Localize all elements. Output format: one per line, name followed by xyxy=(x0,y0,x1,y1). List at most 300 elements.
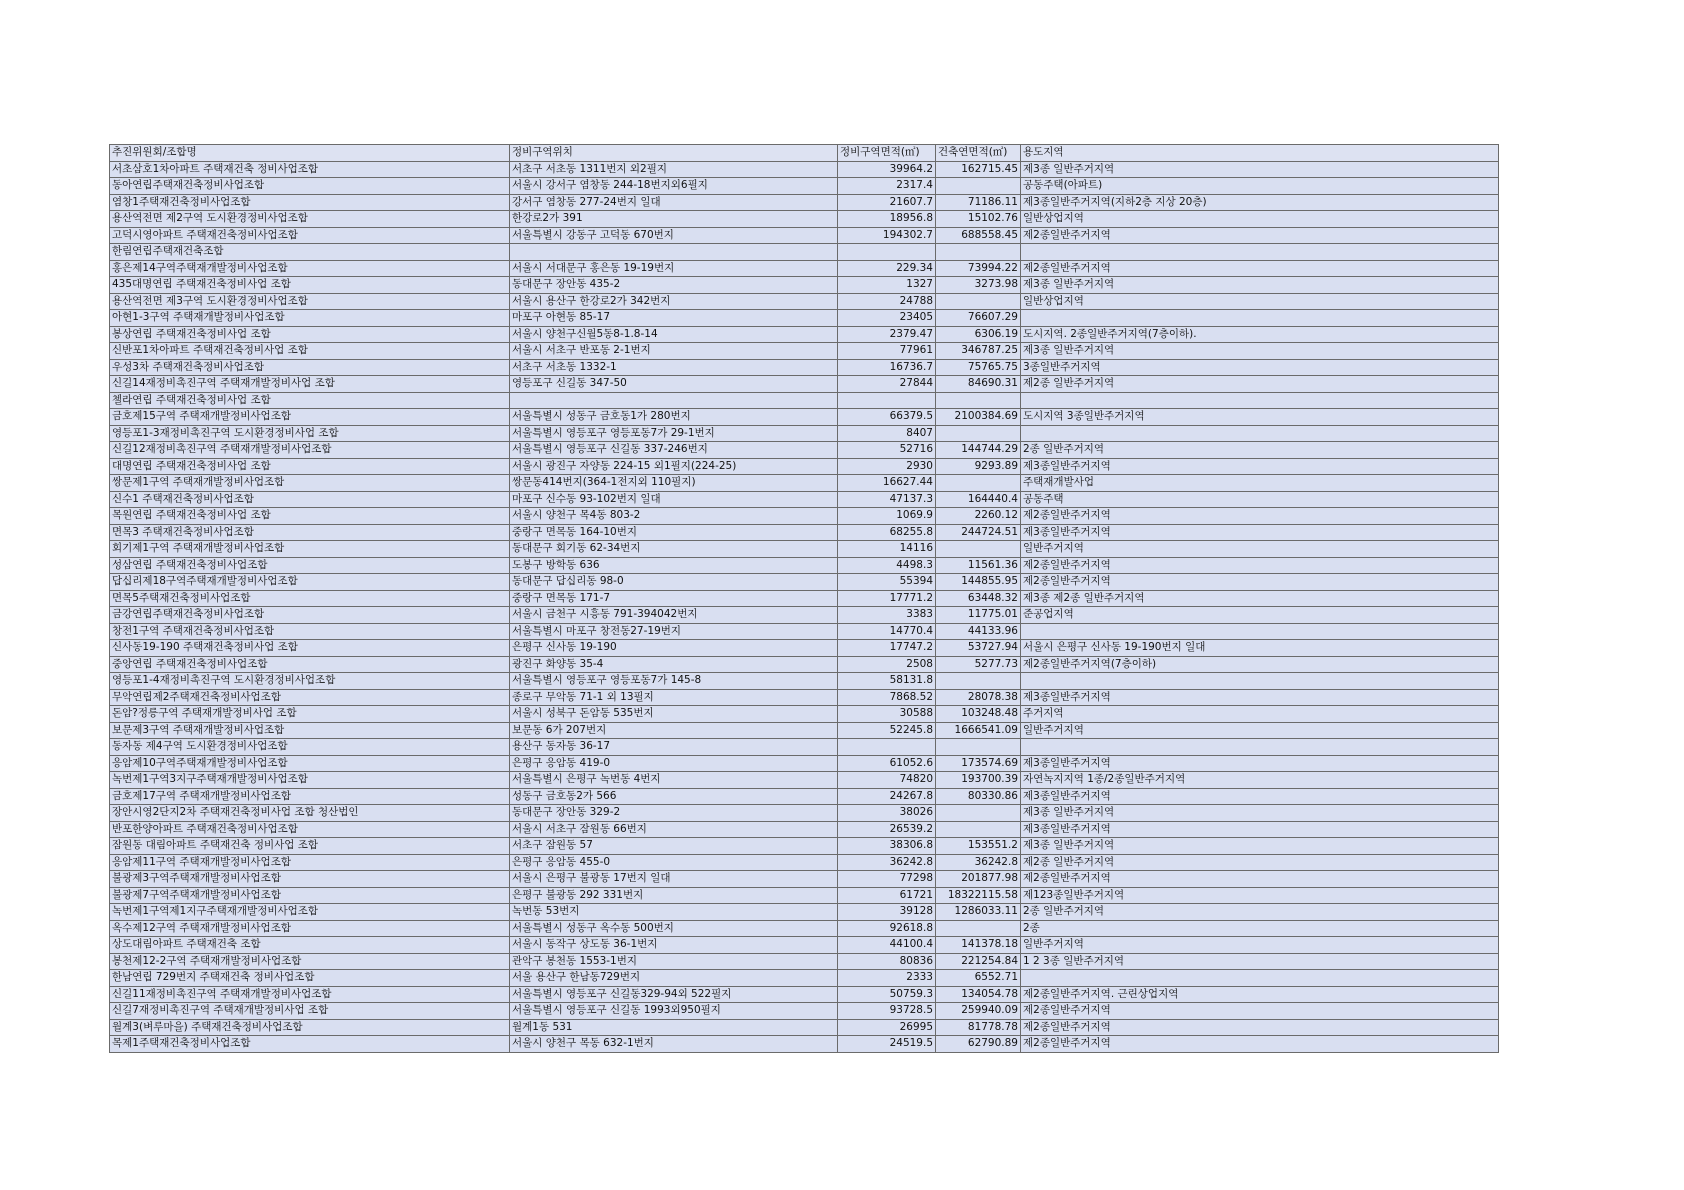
cell-location[interactable]: 서울시 양천구 목4동 803-2 xyxy=(510,508,838,525)
cell-location[interactable]: 서울시 양천구신월5동8-1.8-14 xyxy=(510,326,838,343)
cell-location[interactable]: 중랑구 면목동 164-10번지 xyxy=(510,524,838,541)
cell-zone-area[interactable]: 80836 xyxy=(838,953,936,970)
cell-land-use[interactable]: 자연녹지지역 1종/2종일반주거지역 xyxy=(1021,772,1499,789)
cell-location[interactable]: 관악구 봉천동 1553-1번지 xyxy=(510,953,838,970)
cell-floor-area[interactable]: 201877.98 xyxy=(936,871,1021,888)
cell-association-name[interactable]: 신사동19-190 주택재건축정비사업 조합 xyxy=(110,640,510,657)
cell-association-name[interactable]: 답십리제18구역주택재개발정비사업조합 xyxy=(110,574,510,591)
cell-land-use[interactable]: 제2종일반주거지역 xyxy=(1021,1019,1499,1036)
cell-association-name[interactable]: 신길7재정비촉진구역 주택재개발정비사업 조합 xyxy=(110,1003,510,1020)
cell-association-name[interactable]: 아현1-3구역 주택재개발정비사업조합 xyxy=(110,310,510,327)
cell-location[interactable]: 성동구 금호동2가 566 xyxy=(510,788,838,805)
table-row xyxy=(110,739,1499,756)
cell-floor-area[interactable]: 6552.71 xyxy=(936,970,1021,987)
cell-land-use[interactable]: 일반주거지역 xyxy=(1021,722,1499,739)
redevelopment-association-table xyxy=(109,144,1499,1053)
cell-location[interactable]: 서울시 동작구 상도동 36-1번지 xyxy=(510,937,838,954)
cell-association-name[interactable]: 신반포1차아파트 주택재건축정비사업 조합 xyxy=(110,343,510,360)
cell-land-use[interactable]: 제2종일반주거지역 xyxy=(1021,1036,1499,1053)
cell-association-name[interactable]: 신길12재정비촉진구역 주택재개발정비사업조합 xyxy=(110,442,510,459)
cell-land-use[interactable] xyxy=(1021,392,1499,409)
cell-zone-area[interactable]: 55394 xyxy=(838,574,936,591)
table-row xyxy=(110,508,1499,525)
table-row xyxy=(110,805,1499,822)
cell-association-name[interactable]: 녹번제1구역제1지구주택재개발정비사업조합 xyxy=(110,904,510,921)
cell-zone-area[interactable]: 38026 xyxy=(838,805,936,822)
cell-zone-area[interactable]: 61052.6 xyxy=(838,755,936,772)
cell-land-use[interactable]: 준공업지역 xyxy=(1021,607,1499,624)
cell-location[interactable]: 마포구 아현동 85-17 xyxy=(510,310,838,327)
cell-location[interactable]: 마포구 신수동 93-102번지 일대 xyxy=(510,491,838,508)
cell-zone-area[interactable]: 74820 xyxy=(838,772,936,789)
cell-floor-area[interactable]: 3273.98 xyxy=(936,277,1021,294)
cell-land-use[interactable]: 제2종 일반주거지역 xyxy=(1021,376,1499,393)
cell-floor-area[interactable]: 103248.48 xyxy=(936,706,1021,723)
cell-location[interactable]: 서울시 용산구 한강로2가 342번지 xyxy=(510,293,838,310)
table-row xyxy=(110,821,1499,838)
cell-land-use[interactable]: 2종 일반주거지역 xyxy=(1021,442,1499,459)
cell-floor-area[interactable]: 141378.18 xyxy=(936,937,1021,954)
cell-zone-area[interactable]: 50759.3 xyxy=(838,986,936,1003)
cell-floor-area[interactable]: 173574.69 xyxy=(936,755,1021,772)
table-row xyxy=(110,557,1499,574)
cell-floor-area[interactable] xyxy=(936,244,1021,261)
cell-zone-area[interactable]: 26995 xyxy=(838,1019,936,1036)
cell-floor-area[interactable]: 18322115.58 xyxy=(936,887,1021,904)
cell-floor-area[interactable]: 11561.36 xyxy=(936,557,1021,574)
cell-zone-area[interactable]: 2333 xyxy=(838,970,936,987)
cell-association-name[interactable]: 보문제3구역 주택재개발정비사업조합 xyxy=(110,722,510,739)
cell-land-use[interactable]: 제2종일반주거지역 xyxy=(1021,871,1499,888)
cell-zone-area[interactable]: 14770.4 xyxy=(838,623,936,640)
cell-association-name[interactable]: 용산역전면 제2구역 도시환경정비사업조합 xyxy=(110,211,510,228)
cell-floor-area[interactable] xyxy=(936,541,1021,558)
cell-land-use[interactable]: 제3종일반주거지역(지하2층 지상 20층) xyxy=(1021,194,1499,211)
cell-association-name[interactable]: 응암제11구역 주택재개발정비사업조합 xyxy=(110,854,510,871)
cell-zone-area[interactable]: 4498.3 xyxy=(838,557,936,574)
cell-zone-area[interactable]: 16736.7 xyxy=(838,359,936,376)
cell-zone-area[interactable]: 39128 xyxy=(838,904,936,921)
cell-association-name[interactable]: 한림연립주택재건축조합 xyxy=(110,244,510,261)
cell-floor-area[interactable]: 81778.78 xyxy=(936,1019,1021,1036)
cell-floor-area[interactable]: 53727.94 xyxy=(936,640,1021,657)
cell-association-name[interactable]: 반포한양아파트 주택재건축정비사업조합 xyxy=(110,821,510,838)
cell-association-name[interactable]: 435대명연립 주택재건축정비사업 조합 xyxy=(110,277,510,294)
cell-land-use[interactable]: 제3종 일반주거지역 xyxy=(1021,838,1499,855)
table-row xyxy=(110,574,1499,591)
cell-location[interactable] xyxy=(510,392,838,409)
cell-location[interactable]: 서울특별시 영등포구 신길동 337-246번지 xyxy=(510,442,838,459)
cell-floor-area[interactable] xyxy=(936,821,1021,838)
cell-floor-area[interactable] xyxy=(936,178,1021,195)
cell-location[interactable]: 용산구 동자동 36-17 xyxy=(510,739,838,756)
cell-floor-area[interactable]: 221254.84 xyxy=(936,953,1021,970)
cell-floor-area[interactable]: 134054.78 xyxy=(936,986,1021,1003)
cell-land-use[interactable]: 제2종일반주거지역 xyxy=(1021,574,1499,591)
cell-floor-area[interactable]: 2100384.69 xyxy=(936,409,1021,426)
cell-location[interactable]: 서초구 서초동 1311번지 외2필지 xyxy=(510,161,838,178)
cell-land-use[interactable]: 도시지역. 2종일반주거지역(7층이하). xyxy=(1021,326,1499,343)
cell-zone-area[interactable]: 194302.7 xyxy=(838,227,936,244)
cell-association-name[interactable]: 무악연립제2주택재건축정비사업조합 xyxy=(110,689,510,706)
cell-floor-area[interactable] xyxy=(936,739,1021,756)
cell-association-name[interactable]: 면목3 주택재건축정비사업조합 xyxy=(110,524,510,541)
cell-land-use[interactable]: 제2종일반주거지역 xyxy=(1021,1003,1499,1020)
cell-zone-area[interactable]: 38306.8 xyxy=(838,838,936,855)
table-row xyxy=(110,425,1499,442)
table-row xyxy=(110,755,1499,772)
cell-zone-area[interactable]: 93728.5 xyxy=(838,1003,936,1020)
cell-association-name[interactable]: 한남연립 729번지 주택재건축 정비사업조합 xyxy=(110,970,510,987)
cell-location[interactable]: 녹번동 53번지 xyxy=(510,904,838,921)
cell-location[interactable] xyxy=(510,244,838,261)
cell-location[interactable]: 보문동 6가 207번지 xyxy=(510,722,838,739)
cell-land-use[interactable]: 일반주거지역 xyxy=(1021,937,1499,954)
table-row xyxy=(110,590,1499,607)
cell-zone-area[interactable]: 24267.8 xyxy=(838,788,936,805)
cell-location[interactable]: 동대문구 장안동 435-2 xyxy=(510,277,838,294)
cell-floor-area[interactable]: 144855.95 xyxy=(936,574,1021,591)
cell-floor-area[interactable]: 1666541.09 xyxy=(936,722,1021,739)
cell-association-name[interactable]: 금강연립주택재건축정비사업조합 xyxy=(110,607,510,624)
cell-association-name[interactable]: 서초삼호1차아파트 주택재건축 정비사업조합 xyxy=(110,161,510,178)
cell-zone-area[interactable] xyxy=(838,244,936,261)
cell-floor-area[interactable] xyxy=(936,475,1021,492)
cell-floor-area[interactable]: 5277.73 xyxy=(936,656,1021,673)
cell-location[interactable]: 서울시 서대문구 홍은동 19-19번지 xyxy=(510,260,838,277)
cell-land-use[interactable]: 제123종일반주거지역 xyxy=(1021,887,1499,904)
cell-floor-area[interactable] xyxy=(936,293,1021,310)
cell-land-use[interactable] xyxy=(1021,623,1499,640)
cell-zone-area[interactable]: 44100.4 xyxy=(838,937,936,954)
cell-floor-area[interactable]: 164440.4 xyxy=(936,491,1021,508)
cell-land-use[interactable]: 제3종일반주거지역 xyxy=(1021,788,1499,805)
table-row xyxy=(110,161,1499,178)
cell-land-use[interactable]: 제3종일반주거지역 xyxy=(1021,755,1499,772)
table-row xyxy=(110,277,1499,294)
cell-land-use[interactable] xyxy=(1021,425,1499,442)
cell-floor-area[interactable]: 193700.39 xyxy=(936,772,1021,789)
cell-zone-area[interactable]: 36242.8 xyxy=(838,854,936,871)
cell-land-use[interactable]: 제3종 일반주거지역 xyxy=(1021,343,1499,360)
cell-association-name[interactable]: 홍은제14구역주택재개발정비사업조합 xyxy=(110,260,510,277)
cell-zone-area[interactable]: 2379.47 xyxy=(838,326,936,343)
cell-association-name[interactable]: 염창1주택재건축정비사업조합 xyxy=(110,194,510,211)
cell-zone-area[interactable]: 58131.8 xyxy=(838,673,936,690)
cell-zone-area[interactable]: 17747.2 xyxy=(838,640,936,657)
cell-floor-area[interactable]: 15102.76 xyxy=(936,211,1021,228)
cell-zone-area[interactable]: 229.34 xyxy=(838,260,936,277)
cell-association-name[interactable]: 봉상연립 주택재건축정비사업 조합 xyxy=(110,326,510,343)
cell-floor-area[interactable] xyxy=(936,920,1021,937)
cell-floor-area[interactable]: 84690.31 xyxy=(936,376,1021,393)
cell-association-name[interactable]: 영등포1-3재정비촉진구역 도시환경정비사업 조합 xyxy=(110,425,510,442)
cell-location[interactable]: 서울시 광진구 자양동 224-15 외1필지(224-25) xyxy=(510,458,838,475)
cell-location[interactable]: 서울특별시 영등포구 영등포동7가 29-1번지 xyxy=(510,425,838,442)
table-row xyxy=(110,409,1499,426)
cell-location[interactable]: 서울특별시 은평구 녹번동 4번지 xyxy=(510,772,838,789)
cell-zone-area[interactable]: 77961 xyxy=(838,343,936,360)
cell-land-use[interactable]: 제3종 일반주거지역 xyxy=(1021,277,1499,294)
cell-association-name[interactable]: 금호제17구역 주택재개발정비사업조합 xyxy=(110,788,510,805)
cell-land-use[interactable]: 제2종 일반주거지역 xyxy=(1021,854,1499,871)
cell-land-use[interactable]: 2종 xyxy=(1021,920,1499,937)
cell-association-name[interactable]: 잠원동 대림아파트 주택재건축 정비사업 조합 xyxy=(110,838,510,855)
cell-zone-area[interactable]: 52716 xyxy=(838,442,936,459)
cell-location[interactable]: 중랑구 면목동 171-7 xyxy=(510,590,838,607)
cell-land-use[interactable]: 제3종 일반주거지역 xyxy=(1021,805,1499,822)
cell-zone-area[interactable]: 17771.2 xyxy=(838,590,936,607)
cell-zone-area[interactable]: 66379.5 xyxy=(838,409,936,426)
cell-association-name[interactable]: 신수1 주택재건축정비사업조합 xyxy=(110,491,510,508)
cell-land-use[interactable]: 제2종일반주거지역 xyxy=(1021,227,1499,244)
cell-land-use[interactable]: 서울시 은평구 신사동 19-190번지 일대 xyxy=(1021,640,1499,657)
cell-zone-area[interactable]: 7868.52 xyxy=(838,689,936,706)
cell-floor-area[interactable]: 9293.89 xyxy=(936,458,1021,475)
cell-zone-area[interactable]: 3383 xyxy=(838,607,936,624)
cell-location[interactable]: 서울시 양천구 목동 632-1번지 xyxy=(510,1036,838,1053)
cell-association-name[interactable]: 신길11재정비촉진구역 주택재개발정비사업조합 xyxy=(110,986,510,1003)
cell-association-name[interactable]: 월계3(벼루마을) 주택재건축정비사업조합 xyxy=(110,1019,510,1036)
cell-association-name[interactable]: 신길14재정비촉진구역 주택재개발정비사업 조합 xyxy=(110,376,510,393)
cell-land-use[interactable]: 공동주택(아파트) xyxy=(1021,178,1499,195)
cell-association-name[interactable]: 대명연립 주택재건축정비사업 조합 xyxy=(110,458,510,475)
cell-zone-area[interactable]: 77298 xyxy=(838,871,936,888)
cell-floor-area[interactable] xyxy=(936,673,1021,690)
cell-floor-area[interactable]: 688558.45 xyxy=(936,227,1021,244)
cell-floor-area[interactable]: 76607.29 xyxy=(936,310,1021,327)
cell-association-name[interactable]: 불광제3구역주택재개발정비사업조합 xyxy=(110,871,510,888)
table-row xyxy=(110,986,1499,1003)
cell-zone-area[interactable]: 8407 xyxy=(838,425,936,442)
cell-floor-area[interactable] xyxy=(936,392,1021,409)
cell-association-name[interactable]: 창전1구역 주택재건축정비사업조합 xyxy=(110,623,510,640)
cell-floor-area[interactable]: 11775.01 xyxy=(936,607,1021,624)
cell-floor-area[interactable]: 144744.29 xyxy=(936,442,1021,459)
cell-floor-area[interactable]: 153551.2 xyxy=(936,838,1021,855)
cell-zone-area[interactable]: 30588 xyxy=(838,706,936,723)
cell-location[interactable]: 동대문구 회기동 62-34번지 xyxy=(510,541,838,558)
cell-location[interactable]: 서울 용산구 한남동729번지 xyxy=(510,970,838,987)
cell-land-use[interactable]: 제2종일반주거지역(7층이하) xyxy=(1021,656,1499,673)
cell-location[interactable]: 서초구 서초동 1332-1 xyxy=(510,359,838,376)
cell-association-name[interactable]: 고덕시영아파트 주택재건축정비사업조합 xyxy=(110,227,510,244)
cell-zone-area[interactable]: 68255.8 xyxy=(838,524,936,541)
cell-location[interactable]: 동대문구 답십리동 98-0 xyxy=(510,574,838,591)
cell-land-use[interactable]: 일반주거지역 xyxy=(1021,541,1499,558)
cell-location[interactable]: 서울특별시 영등포구 신길동 1993외950필지 xyxy=(510,1003,838,1020)
cell-association-name[interactable]: 첼라연립 주택재건축정비사업 조합 xyxy=(110,392,510,409)
cell-land-use[interactable] xyxy=(1021,673,1499,690)
cell-land-use[interactable]: 1 2 3종 일반주거지역 xyxy=(1021,953,1499,970)
table-row xyxy=(110,458,1499,475)
cell-association-name[interactable]: 돈암?정릉구역 주택재개발정비사업 조합 xyxy=(110,706,510,723)
cell-zone-area[interactable] xyxy=(838,739,936,756)
spreadsheet xyxy=(109,144,1498,1053)
cell-association-name[interactable]: 동자동 제4구역 도시환경정비사업조합 xyxy=(110,739,510,756)
cell-association-name[interactable]: 목제1주택재건축정비사업조합 xyxy=(110,1036,510,1053)
cell-land-use[interactable]: 주택재개발사업 xyxy=(1021,475,1499,492)
table-row xyxy=(110,838,1499,855)
table-row xyxy=(110,656,1499,673)
cell-floor-area[interactable]: 80330.86 xyxy=(936,788,1021,805)
cell-location[interactable]: 은평구 응암동 419-0 xyxy=(510,755,838,772)
cell-location[interactable]: 은평구 신사동 19-190 xyxy=(510,640,838,657)
cell-floor-area[interactable]: 62790.89 xyxy=(936,1036,1021,1053)
cell-association-name[interactable]: 목원연립 주택재건축정비사업 조합 xyxy=(110,508,510,525)
cell-floor-area[interactable] xyxy=(936,805,1021,822)
cell-association-name[interactable]: 동아연립주택재건축정비사업조합 xyxy=(110,178,510,195)
cell-land-use[interactable]: 주거지역 xyxy=(1021,706,1499,723)
cell-land-use[interactable]: 공동주택 xyxy=(1021,491,1499,508)
cell-location[interactable]: 쌍문동414번지(364-1전지외 110필지) xyxy=(510,475,838,492)
cell-association-name[interactable]: 금호제15구역 주택재개발정비사업조합 xyxy=(110,409,510,426)
cell-land-use[interactable]: 제3종 제2종 일반주거지역 xyxy=(1021,590,1499,607)
cell-floor-area[interactable]: 244724.51 xyxy=(936,524,1021,541)
cell-land-use[interactable]: 제2종일반주거지역 xyxy=(1021,260,1499,277)
cell-location[interactable]: 서울특별시 성동구 금호동1가 280번지 xyxy=(510,409,838,426)
cell-floor-area[interactable]: 73994.22 xyxy=(936,260,1021,277)
header-land-use: 용도지역 xyxy=(1021,145,1499,162)
cell-land-use[interactable]: 제3종 일반주거지역 xyxy=(1021,161,1499,178)
cell-location[interactable]: 서울시 금천구 시흥동 791-394042번지 xyxy=(510,607,838,624)
cell-location[interactable]: 서울특별시 영등포구 신길동329-94외 522필지 xyxy=(510,986,838,1003)
cell-land-use[interactable] xyxy=(1021,244,1499,261)
cell-zone-area[interactable]: 1069.9 xyxy=(838,508,936,525)
cell-floor-area[interactable]: 1286033.11 xyxy=(936,904,1021,921)
cell-association-name[interactable]: 성삼연립 주택재건축정비사업조합 xyxy=(110,557,510,574)
cell-floor-area[interactable]: 162715.45 xyxy=(936,161,1021,178)
cell-location[interactable]: 서울특별시 마포구 창전동27-19번지 xyxy=(510,623,838,640)
cell-zone-area[interactable]: 2508 xyxy=(838,656,936,673)
cell-zone-area[interactable]: 14116 xyxy=(838,541,936,558)
cell-location[interactable]: 서울특별시 강동구 고덕동 670번지 xyxy=(510,227,838,244)
cell-location[interactable]: 광진구 화양동 35-4 xyxy=(510,656,838,673)
cell-floor-area[interactable]: 2260.12 xyxy=(936,508,1021,525)
cell-zone-area[interactable]: 39964.2 xyxy=(838,161,936,178)
cell-zone-area[interactable]: 2930 xyxy=(838,458,936,475)
cell-land-use[interactable]: 제3종일반주거지역 xyxy=(1021,524,1499,541)
cell-floor-area[interactable]: 28078.38 xyxy=(936,689,1021,706)
cell-zone-area[interactable]: 61721 xyxy=(838,887,936,904)
table-row xyxy=(110,392,1499,409)
cell-zone-area[interactable]: 21607.7 xyxy=(838,194,936,211)
cell-location[interactable]: 서울특별시 영등포구 영등포동7가 145-8 xyxy=(510,673,838,690)
cell-land-use[interactable] xyxy=(1021,310,1499,327)
cell-zone-area[interactable]: 52245.8 xyxy=(838,722,936,739)
cell-floor-area[interactable]: 6306.19 xyxy=(936,326,1021,343)
cell-location[interactable]: 종로구 무악동 71-1 외 13필지 xyxy=(510,689,838,706)
cell-land-use[interactable]: 제3종일반주거지역 xyxy=(1021,458,1499,475)
cell-association-name[interactable]: 쌍문제1구역 주택재개발정비사업조합 xyxy=(110,475,510,492)
cell-association-name[interactable]: 영등포1-4재정비촉진구역 도시환경정비사업조합 xyxy=(110,673,510,690)
cell-association-name[interactable]: 중앙연립 주택재건축정비사업조합 xyxy=(110,656,510,673)
cell-floor-area[interactable] xyxy=(936,425,1021,442)
cell-zone-area[interactable] xyxy=(838,392,936,409)
cell-association-name[interactable]: 장안시영2단지2차 주택재건축정비사업 조합 청산법인 xyxy=(110,805,510,822)
table-row xyxy=(110,887,1499,904)
header-row xyxy=(110,145,1499,162)
cell-location[interactable]: 서울특별시 성동구 옥수동 500번지 xyxy=(510,920,838,937)
cell-association-name[interactable]: 녹번제1구역3지구주택재개발정비사업조합 xyxy=(110,772,510,789)
cell-land-use[interactable]: 3종일반주거지역 xyxy=(1021,359,1499,376)
cell-floor-area[interactable]: 63448.32 xyxy=(936,590,1021,607)
cell-zone-area[interactable]: 24519.5 xyxy=(838,1036,936,1053)
cell-location[interactable]: 도봉구 방학동 636 xyxy=(510,557,838,574)
cell-location[interactable]: 서울시 강서구 염창동 244-18번지외6필지 xyxy=(510,178,838,195)
cell-zone-area[interactable]: 18956.8 xyxy=(838,211,936,228)
cell-zone-area[interactable]: 47137.3 xyxy=(838,491,936,508)
cell-location[interactable]: 강서구 염창동 277-24번지 일대 xyxy=(510,194,838,211)
cell-association-name[interactable]: 회기제1구역 주택재개발정비사업조합 xyxy=(110,541,510,558)
cell-floor-area[interactable]: 71186.11 xyxy=(936,194,1021,211)
header-floor-area: 건축연면적(㎡) xyxy=(936,145,1021,162)
cell-location[interactable]: 서울시 서초구 잠원동 66번지 xyxy=(510,821,838,838)
cell-land-use[interactable]: 제2종일반주거지역 xyxy=(1021,557,1499,574)
cell-zone-area[interactable]: 92618.8 xyxy=(838,920,936,937)
cell-floor-area[interactable]: 75765.75 xyxy=(936,359,1021,376)
cell-land-use[interactable]: 제3종일반주거지역 xyxy=(1021,689,1499,706)
table-row xyxy=(110,623,1499,640)
cell-location[interactable]: 월계1동 531 xyxy=(510,1019,838,1036)
cell-floor-area[interactable]: 44133.96 xyxy=(936,623,1021,640)
cell-location[interactable]: 한강로2가 391 xyxy=(510,211,838,228)
cell-land-use[interactable] xyxy=(1021,970,1499,987)
cell-association-name[interactable]: 우성3차 주택재건축정비사업조합 xyxy=(110,359,510,376)
cell-land-use[interactable] xyxy=(1021,739,1499,756)
cell-location[interactable]: 영등포구 신길동 347-50 xyxy=(510,376,838,393)
cell-association-name[interactable]: 불광제7구역주택재개발정비사업조합 xyxy=(110,887,510,904)
table-row xyxy=(110,293,1499,310)
cell-location[interactable]: 서울시 성북구 돈암동 535번지 xyxy=(510,706,838,723)
cell-location[interactable]: 동대문구 장안동 329-2 xyxy=(510,805,838,822)
cell-zone-area[interactable]: 26539.2 xyxy=(838,821,936,838)
cell-zone-area[interactable]: 27844 xyxy=(838,376,936,393)
cell-zone-area[interactable]: 2317.4 xyxy=(838,178,936,195)
cell-association-name[interactable]: 옥수제12구역 주택재개발정비사업조합 xyxy=(110,920,510,937)
cell-association-name[interactable]: 봉천제12-2구역 주택재개발정비사업조합 xyxy=(110,953,510,970)
table-row xyxy=(110,953,1499,970)
header-zone-area: 정비구역면적(㎡) xyxy=(838,145,936,162)
table-row xyxy=(110,1019,1499,1036)
cell-land-use[interactable]: 일반상업지역 xyxy=(1021,293,1499,310)
cell-floor-area[interactable]: 259940.09 xyxy=(936,1003,1021,1020)
cell-location[interactable]: 서초구 잠원동 57 xyxy=(510,838,838,855)
table-row xyxy=(110,475,1499,492)
cell-association-name[interactable]: 응암제10구역주택재개발정비사업조합 xyxy=(110,755,510,772)
cell-land-use[interactable]: 제2종일반주거지역 xyxy=(1021,508,1499,525)
cell-association-name[interactable]: 용산역전면 제3구역 도시환경정비사업조합 xyxy=(110,293,510,310)
cell-association-name[interactable]: 상도대림아파트 주택재건축 조합 xyxy=(110,937,510,954)
cell-zone-area[interactable]: 16627.44 xyxy=(838,475,936,492)
cell-location[interactable]: 은평구 불광동 292 331번지 xyxy=(510,887,838,904)
cell-zone-area[interactable]: 24788 xyxy=(838,293,936,310)
cell-floor-area[interactable]: 36242.8 xyxy=(936,854,1021,871)
cell-land-use[interactable]: 2종 일반주거지역 xyxy=(1021,904,1499,921)
cell-land-use[interactable]: 도시지역 3종일반주거지역 xyxy=(1021,409,1499,426)
cell-zone-area[interactable]: 23405 xyxy=(838,310,936,327)
cell-land-use[interactable]: 일반상업지역 xyxy=(1021,211,1499,228)
cell-zone-area[interactable]: 1327 xyxy=(838,277,936,294)
table-row xyxy=(110,541,1499,558)
cell-land-use[interactable]: 제2종일반주거지역. 근린상업지역 xyxy=(1021,986,1499,1003)
cell-land-use[interactable]: 제3종일반주거지역 xyxy=(1021,821,1499,838)
cell-location[interactable]: 은평구 응암동 455-0 xyxy=(510,854,838,871)
cell-location[interactable]: 서울시 은평구 불광동 17번지 일대 xyxy=(510,871,838,888)
cell-association-name[interactable]: 면목5주택재건축정비사업조합 xyxy=(110,590,510,607)
cell-location[interactable]: 서울시 서초구 반포동 2-1번지 xyxy=(510,343,838,360)
cell-floor-area[interactable]: 346787.25 xyxy=(936,343,1021,360)
